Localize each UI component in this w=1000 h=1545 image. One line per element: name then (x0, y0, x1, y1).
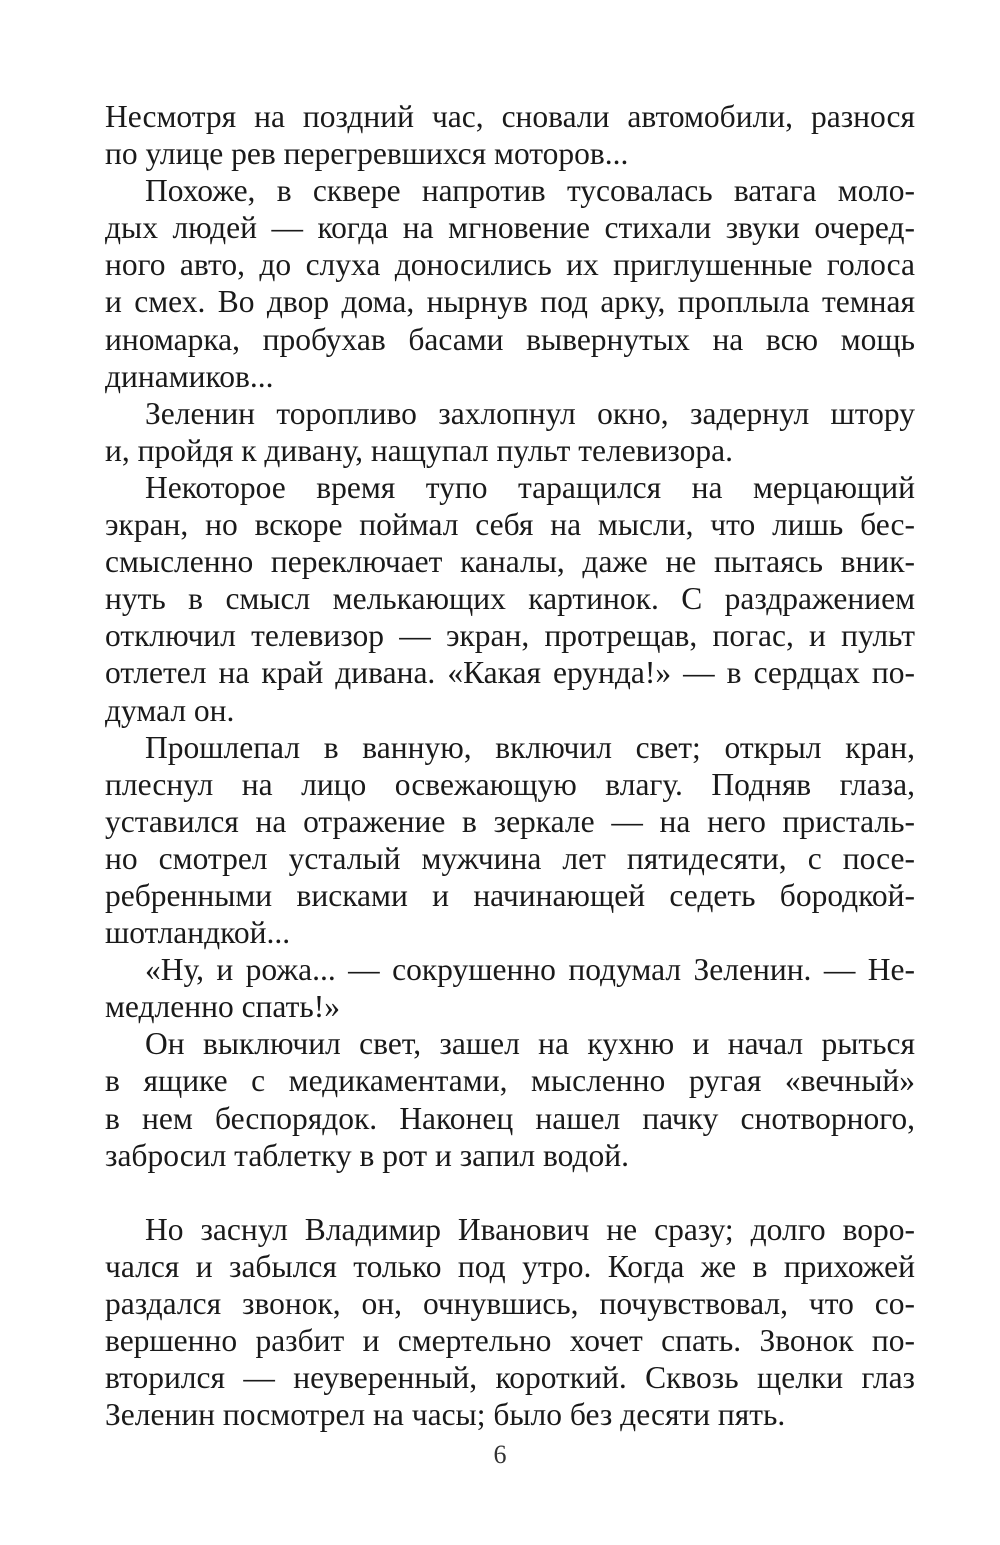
text-line: Прошлепал в ванную, включил свет; открыл кран, (145, 729, 915, 765)
text-line: медленно спать!» (105, 989, 340, 1025)
text-line: ного авто, до слуха доносились их приглушенные голоса (105, 247, 915, 283)
text-line: уставился на отражение в зеркале — на него присталь- (105, 803, 915, 839)
text-line: шотландкой... (105, 915, 291, 951)
text-line: забросил таблетку в рот и запил водой. (105, 1137, 630, 1173)
text-line: в нем беспорядок. Наконец нашел пачку снотворного, (105, 1100, 915, 1136)
text-line: Он выключил свет, зашел на кухню и начал рыться (145, 1026, 915, 1062)
text-line: ребренными висками и начинающей седеть бородкой- (105, 877, 915, 913)
text-line: «Ну, и рожа... — сокрушенно подумал Зеленин. — Не- (145, 952, 915, 988)
text-line: смысленно переключает каналы, даже не пытаясь вник- (105, 544, 915, 580)
text-line: в ящике с медикаментами, мысленно ругая «вечный» (105, 1063, 915, 1099)
text-line: вторился — неуверенный, короткий. Сквозь щелки глаз (105, 1360, 915, 1396)
text-line: Но заснул Владимир Иванович не сразу; долго воро- (145, 1211, 915, 1247)
text-line: чался и забылся только под утро. Когда же в прихожей (105, 1248, 915, 1284)
text-line: и, пройдя к дивану, нащупал пульт телевизора. (105, 432, 734, 468)
text-line: вершенно разбит и смертельно хочет спать. Звонок по- (105, 1323, 915, 1359)
text-line: нуть в смысл мелькающих картинок. С раздражением (105, 581, 915, 617)
text-line: отлетел на край дивана. «Какая ерунда!» — в сердцах по- (105, 655, 915, 691)
text-line: экран, но вскоре поймал себя на мысли, что лишь бес- (105, 507, 915, 543)
text-line: плеснул на лицо освежающую влагу. Подняв глаза, (105, 766, 915, 802)
text-line: иномарка, пробухав басами вывернутых на всю мощь (105, 321, 915, 357)
text-line: Зеленин посмотрел на часы; было без десяти пять. (105, 1397, 786, 1433)
text-line: раздался звонок, он, очнувшись, почувствовал, что со- (105, 1286, 915, 1321)
text-line: и смех. Во двор дома, нырнув под арку, проплыла темная (105, 284, 915, 320)
page-number: 6 (493, 1440, 507, 1469)
text-line: Зеленин торопливо захлопнул окно, задернул штору (145, 395, 915, 431)
text-line: по улице рев перегревшихся моторов... (105, 136, 629, 172)
text-line: отключил телевизор — экран, протрещав, погас, и пульт (105, 618, 915, 654)
text-line: думал он. (105, 692, 235, 728)
text-line: но смотрел усталый мужчина лет пятидесяти, с посе- (105, 840, 915, 876)
text-line: Некоторое время тупо таращился на мерцающий (145, 469, 915, 505)
text-line: Несмотря на поздний час, сновали автомобили, разнося (105, 99, 915, 134)
text-line: Похоже, в сквере напротив тусовалась ватага моло- (145, 173, 915, 209)
text-line: динамиков... (105, 358, 274, 394)
section-break (105, 1174, 915, 1211)
text-line: дых людей — когда на мгновение стихали звуки очеред- (105, 210, 915, 246)
page-body-text (105, 98, 915, 1433)
